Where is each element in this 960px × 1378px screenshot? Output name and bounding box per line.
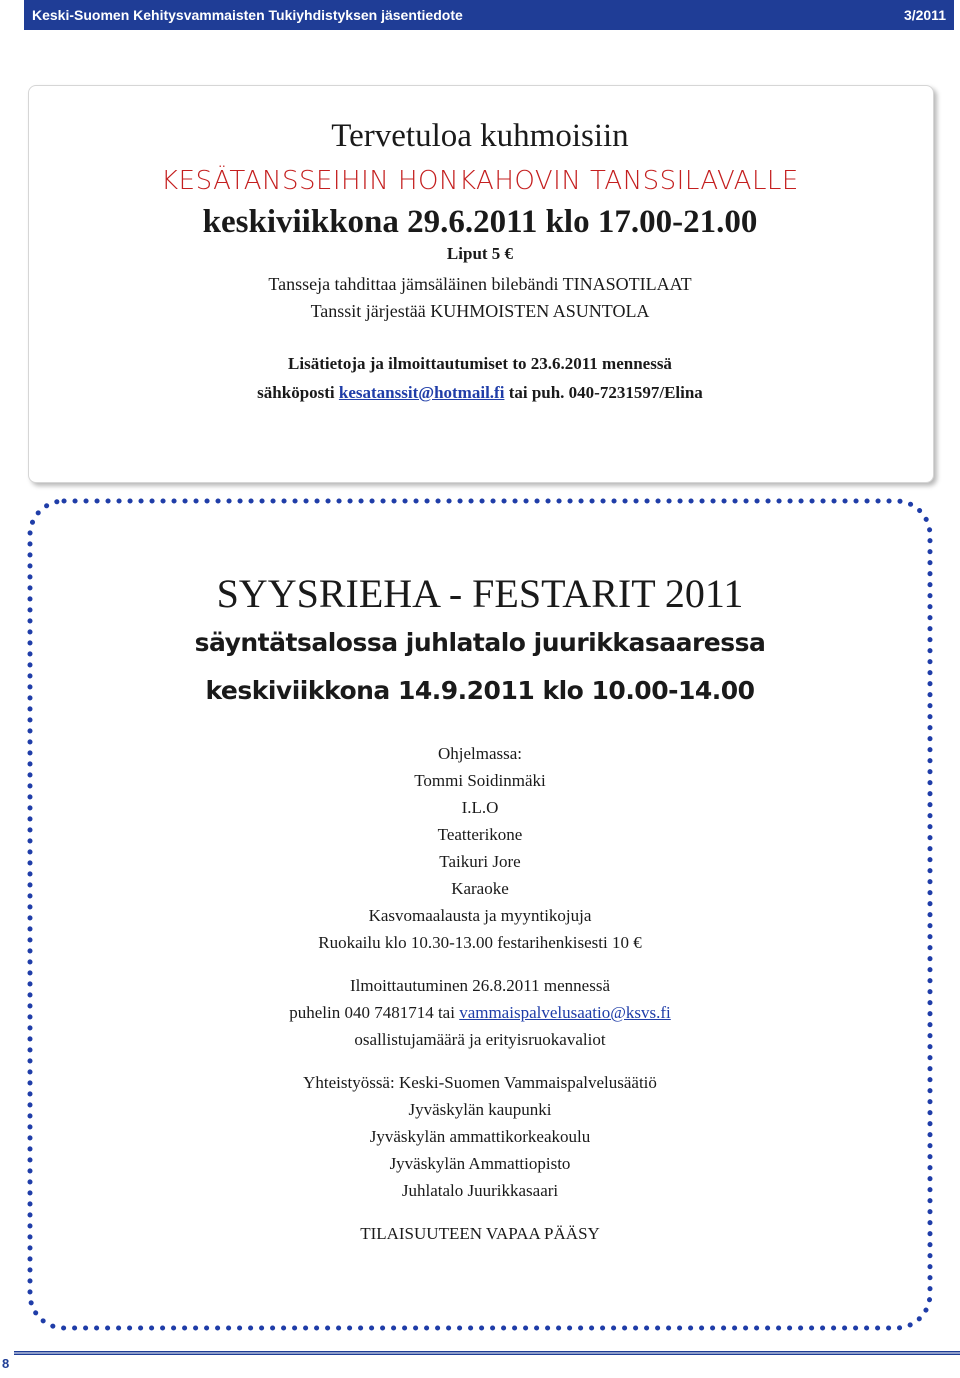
page-number: 8: [2, 1356, 10, 1371]
partner-item: Jyväskylän ammattikorkeakoulu: [369, 1127, 591, 1146]
program-item: Karaoke: [451, 879, 509, 898]
festival-date: keskiviikkona 14.9.2011 klo 10.00-14.00: [205, 676, 755, 705]
dance-title: Tervetuloa kuhmoisiin: [331, 118, 629, 154]
newsletter-header: [24, 0, 954, 30]
program-item: Kasvomaalausta ja myyntikojuja: [368, 906, 592, 925]
program-item: Tommi Soidinmäki: [414, 771, 546, 790]
free-entry: TILAISUUTEEN VAPAA PÄÄSY: [360, 1224, 600, 1243]
registration-info: Lisätietoja ja ilmoittautumiset to 23.6.2011 mennessä: [288, 354, 672, 373]
partner-item: Jyväskylän kaupunki: [408, 1100, 552, 1119]
participants-note: osallistujamäärä ja erityisruokavaliot: [354, 1030, 606, 1049]
program-heading: Ohjelmassa:: [437, 744, 523, 763]
contact-prefix: sähköposti: [257, 383, 335, 402]
festival-email-link[interactable]: vammaispalvelusaatio@ksvs.fi: [459, 1003, 671, 1022]
program-item: Ruokailu klo 10.30-13.00 festarihenkisesti 10 €: [318, 933, 642, 952]
issue-number: 3/2011: [903, 7, 946, 23]
dance-subtitle: KESÄTANSSEIHIN HONKAHOVIN TANSSILAVALLE: [161, 166, 799, 196]
contact-line: [0, 383, 960, 403]
festival-program: [0, 740, 960, 1247]
registration-deadline: Ilmoittautuminen 26.8.2011 mennessä: [350, 976, 610, 995]
phone-line: [0, 999, 960, 1026]
dance-date: keskiviikkona 29.6.2011 klo 17.00-21.00: [202, 204, 758, 240]
footer-stripe: [14, 1351, 960, 1355]
band-info: Tansseja tahdittaa jämsäläinen bilebändi TINASOTILAAT: [268, 274, 692, 294]
dance-email-link[interactable]: kesatanssit@hotmail.fi: [338, 383, 505, 402]
program-item: I.L.O: [461, 798, 499, 817]
partner-item: Jyväskylän Ammattiopisto: [389, 1154, 571, 1173]
spacer: [0, 1204, 960, 1220]
spacer: [0, 956, 960, 972]
contact-suffix: tai puh. 040-7231597/Elina: [508, 383, 703, 402]
festival-title: SYYSRIEHA - FESTARIT 2011: [216, 571, 744, 616]
ticket-price: Liput 5 €: [446, 244, 514, 263]
partner-item: Juhlatalo Juurikkasaari: [401, 1181, 559, 1200]
organizer-info: Tanssit järjestää KUHMOISTEN ASUNTOLA: [310, 301, 650, 321]
festival-location: säyntätsalossa juhlatalo juurikkasaaressa: [194, 628, 766, 657]
program-item: Taikuri Jore: [439, 852, 521, 871]
newsletter-title: Keski-Suomen Kehitysvammaisten Tukiyhdistyksen jäsentiedote: [32, 7, 463, 23]
phone-prefix: puhelin 040 7481714 tai: [289, 1003, 455, 1022]
partners-heading: Yhteistyössä: Keski-Suomen Vammaispalvelusäätiö: [303, 1073, 657, 1092]
program-item: Teatterikone: [437, 825, 523, 844]
spacer: [0, 1053, 960, 1069]
